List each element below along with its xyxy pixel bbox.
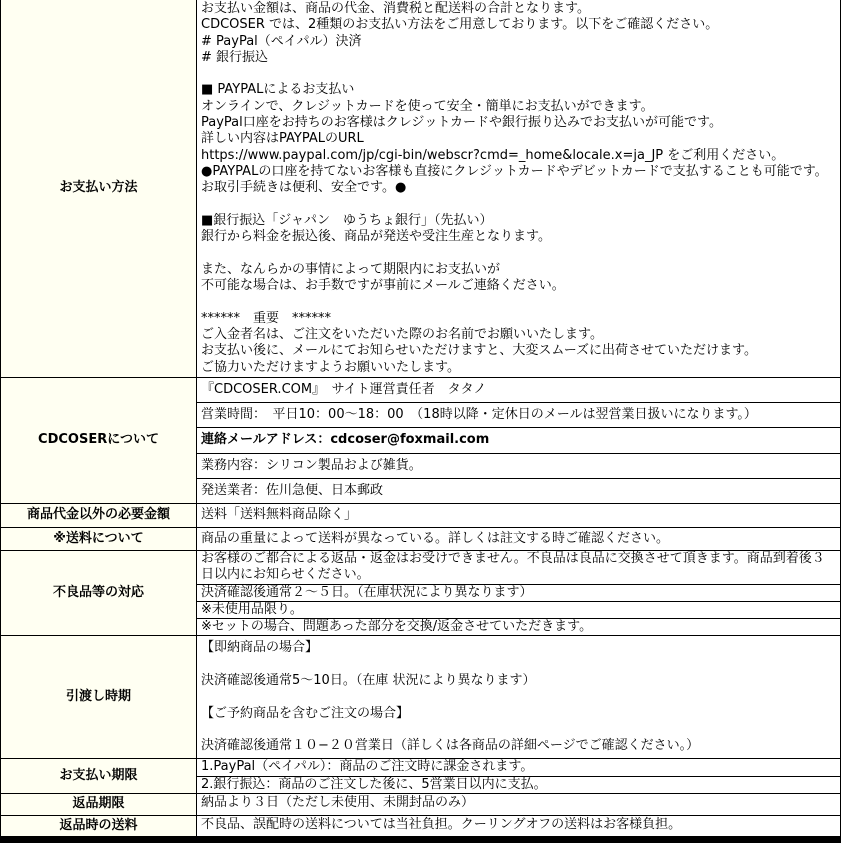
content-cell	[197, 759, 840, 776]
text-line: 2.銀行振込：商品のご注文した後に、5営業日以内に支払。	[201, 776, 547, 792]
text-line: 不良品、誤配時の送料については当社負担。クーリングオフの送料はお客様負担。	[201, 816, 682, 832]
text-line	[201, 197, 836, 213]
text-line: ※セットの場合、問題あった部分を交換/返金させていただきます。	[201, 619, 593, 635]
content-cell	[197, 528, 840, 550]
content-cell	[197, 619, 840, 635]
row-label-return-deadline: 返品期限	[1, 794, 197, 815]
content-cell	[197, 428, 840, 453]
text-line: CDCOSER では、2種類のお支払い方法をご用意しております。以下をご確認ください。	[201, 17, 719, 33]
bottom-bar	[0, 837, 841, 843]
text-line: 【ご予約商品を含むご注文の場合】	[201, 705, 410, 721]
content-cell	[197, 777, 840, 793]
text-line: お支払い後に、メールにてお知らせいただけますと、大変スムーズに出荷させていただけます。	[201, 343, 758, 359]
text-line: ■銀行振込「ジャパン ゆうちょ銀行」（先払い）	[201, 212, 493, 228]
text-line: お取引手続きは便利、安全です。●	[201, 180, 407, 196]
row-label-shipping-note: ※送料について	[1, 528, 197, 550]
row-content-delivery-time	[197, 636, 840, 758]
content-cell	[197, 816, 840, 834]
text-line: 納品より３日（ただし未使用、未開封品のみ）	[201, 795, 475, 811]
text-line: # 銀行振込	[201, 49, 269, 65]
text-line: ※未使用品限り。	[201, 601, 303, 617]
content-cell	[197, 585, 840, 602]
row-content-defective-items	[197, 551, 840, 635]
table-row-delivery-time	[1, 636, 840, 759]
content-cell	[197, 636, 840, 758]
row-content-payment-deadline	[197, 759, 840, 793]
text-line: ****** 重要 ******	[201, 310, 332, 326]
table-row-return-shipping	[1, 816, 840, 838]
row-content-shipping-note	[197, 528, 840, 550]
content-cell	[197, 602, 840, 619]
text-line: お支払い金額は、商品の代金、消費税と配送料の合計となります。	[201, 1, 590, 16]
text-line: 詳しい内容はPAYPALのURL	[201, 131, 364, 147]
text-line: PayPal口座をお持ちのお客様はクレジットカードや銀行振り込みでお支払いが可能です。	[201, 115, 722, 131]
table-row-defective-items	[1, 551, 840, 636]
table-row-payment-deadline	[1, 759, 840, 794]
text-line: 銀行から料金を振込後、商品が発送や受注生産となります。	[201, 229, 551, 245]
content-cell	[197, 504, 840, 526]
text-line: 不可能な場合は、お手数ですが事前にメールご連絡ください。	[201, 278, 565, 294]
text-line	[201, 657, 836, 673]
text-line: 発送業者：佐川急便、日本郵政	[201, 483, 384, 499]
text-line	[201, 66, 836, 82]
text-line: https://www.paypal.com/jp/cgi-bin/webscr?cmd=_home&locale.x=ja_JP をご利用ください。	[201, 147, 785, 163]
table-row-shipping-note	[1, 528, 840, 551]
row-label-defective-items: 不良品等の対応	[1, 551, 197, 635]
row-label-about-cdcoser: CDCOSERについて	[1, 378, 197, 503]
content-cell	[197, 403, 840, 428]
row-label-delivery-time: 引渡し時期	[1, 636, 197, 758]
text-line: 業務内容：シリコン製品および雑貨。	[201, 457, 422, 473]
text-line: 【即納商品の場合】	[201, 640, 319, 656]
content-cell	[197, 378, 840, 403]
row-label-return-shipping: 返品時の送料	[1, 816, 197, 837]
text-line: 商品の重量によって送料が異なっている。詳しくは註文する時ご確認ください。	[201, 530, 670, 546]
text-line	[201, 294, 836, 310]
text-line: 決済確認後通常１０−２０営業日（詳しくは各商品の詳細ページでご確認ください。）	[201, 738, 700, 754]
content-cell	[197, 551, 840, 585]
row-content-return-shipping	[197, 816, 840, 837]
text-line: また、なんらかの事情によって期限内にお支払いが	[201, 261, 501, 277]
table-row-extra-fees	[1, 504, 840, 527]
row-label-payment-deadline: お支払い期限	[1, 759, 197, 793]
content-cell	[197, 454, 840, 479]
text-line: 1.PayPal（ペイパル）：商品のご注文時に課金されます。	[201, 759, 534, 775]
text-line: 決済確認後通常２〜５日。（在庫状況により異なります）	[201, 584, 533, 600]
content-cell	[197, 0, 840, 377]
table-row-about-cdcoser	[1, 378, 840, 504]
row-content-extra-fees	[197, 504, 840, 526]
text-line: ご入金者名は、ご注文をいただいた際のお名前でお願いいたします。	[201, 326, 603, 342]
table-row-payment-method	[1, 0, 840, 378]
row-label-payment-method: お支払い方法	[1, 0, 197, 377]
text-line: 営業時間： 平日10：00〜18：00 （18時以降・定休日のメールは翌営業日扱いになります。）	[201, 407, 757, 423]
row-content-about-cdcoser	[197, 378, 840, 503]
row-label-extra-fees: 商品代金以外の必要金額	[1, 504, 197, 526]
text-line: オンラインで、クレジットカードを使って安全・簡単にお支払いができます。	[201, 98, 654, 114]
text-line: 連絡メールアドレス：cdcoser@foxmail.com	[201, 432, 490, 448]
text-line: 『CDCOSER.COM』 サイト運営責任者 タタノ	[201, 381, 487, 397]
text-line	[201, 722, 836, 738]
row-content-payment-method	[197, 0, 840, 377]
text-line: # PayPal（ペイパル）決済	[201, 33, 362, 49]
table-row-return-deadline	[1, 794, 840, 816]
text-line	[201, 245, 836, 261]
text-line: 送料「送料無料商品除く」	[201, 507, 358, 523]
content-cell	[197, 479, 840, 503]
row-content-return-deadline	[197, 794, 840, 815]
text-line: ●PAYPALの口座を持てないお客様も直接にクレジットカードやデビットカードで支払することも可能です。	[201, 163, 828, 179]
content-cell	[197, 794, 840, 812]
text-line: 決済確認後通常5〜10日。（在庫 状況により異なります）	[201, 672, 536, 688]
text-line: お客様のご都合による返品・返金はお受けできません。不良品は良品に交換させて頂きます。商品到着後３日以内にお知らせください。	[201, 550, 825, 583]
text-line: ご協力いただけますようお願いいたします。	[201, 359, 460, 375]
text-line: ■ PAYPALによるお支払い	[201, 82, 355, 98]
text-line	[201, 689, 836, 705]
